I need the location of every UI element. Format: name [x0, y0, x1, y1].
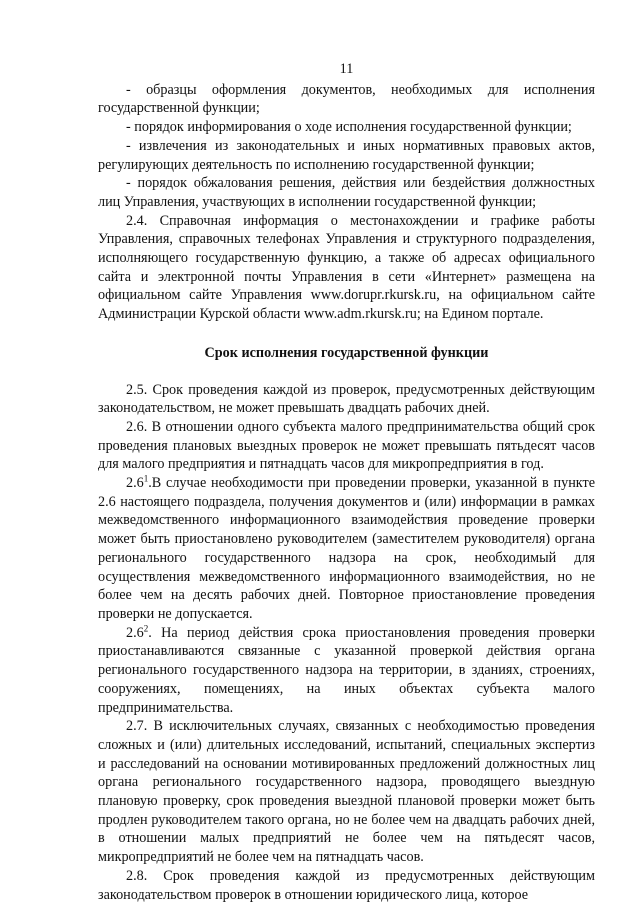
paragraph-2-6: 2.6. В отношении одного субъекта малого предпринимательства общий срок проведения плановых выездных проверок не может превышать пятьдесят часов для малого предприятия и пятнадцать часов для микропредприятия в год. — [98, 418, 595, 473]
paragraph-2-8: 2.8. Срок проведения каждой из предусмотренных действующим законодательством проверок в отношении юридического лица, которое — [98, 867, 595, 903]
paragraph-2-6-2 — [98, 624, 595, 718]
clause-number: 2.6 — [126, 475, 144, 492]
page-number: 11 — [339, 61, 354, 77]
clause-text: .В случае необходимости при проведении проверки, указанной в пункте 2.6 настоящего подраздела, получения документов и (или) информации в рамках межведомственного информационного взаимодействия проведение проверки может быть приостановлено руководителем (заместителем руководителя) органа регионального государственного надзора на срок, необходимый для осуществления межведомственного информационного взаимодействия, но не более чем на десять рабочих дней. Повторное приостановление проведения проверки не допускается. — [98, 475, 595, 622]
clause-text: . На период действия срока приостановления проведения проверки приостанавливаются связанные с указанной проверкой действия органа регионального государственного надзора на территории, в зданиях, строениях, сооружениях, помещениях, на иных объектах субъекта малого предпринимательства. — [98, 624, 595, 716]
paragraph-2-4: 2.4. Справочная информация о местонахождении и графике работы Управления, справочных телефонах Управления и структурного подразделения, исполняющего государственную функцию, а также об адресах официального сайта и электронной почты Управления в сети «Интернет» размещена на официальном сайте Управления www.dorupr.rkursk.ru, на официальном сайте Администрации Курской области www.adm.rkursk.ru; на Едином портале. — [98, 212, 595, 323]
list-item: - извлечения из законодательных и иных нормативных правовых актов, регулирующих деятельность по исполнению государственной функции; — [98, 137, 595, 173]
list-item: - порядок обжалования решения, действия или бездействия должностных лиц Управления, участвующих в исполнении государственной функции; — [98, 175, 595, 210]
paragraph-2-5: 2.5. Срок проведения каждой из проверок, предусмотренных действующим законодательством, не может превышать двадцать рабочих дней. — [98, 381, 595, 417]
section-heading: Срок исполнения государственной функции — [204, 344, 489, 361]
clause-number: 2.6 — [126, 624, 144, 641]
paragraph-2-6-1 — [98, 474, 595, 624]
clause-superscript: 1 — [143, 473, 149, 484]
paragraph-2-7: 2.7. В исключительных случаях, связанных с необходимостью проведения сложных и (или) длительных исследований, испытаний, специальных экспертиз и расследований на основании мотивированных предложений должностных лиц органа регионального государственного надзора, проводящего выездную плановую проверку, срок проведения выездной плановой проверки может быть продлен руководителем такого органа, но не более чем на двадцать рабочих дней, в отношении малых предприятий не более чем на пятьдесят часов, микропредприятий не более чем на пятнадцать часов. — [98, 718, 595, 866]
list-item: - образцы оформления документов, необходимых для исполнения государственной функции; — [98, 81, 595, 117]
clause-superscript: 2 — [143, 622, 149, 633]
list-item: - порядок информирования о ходе исполнения государственной функции; — [126, 119, 572, 136]
